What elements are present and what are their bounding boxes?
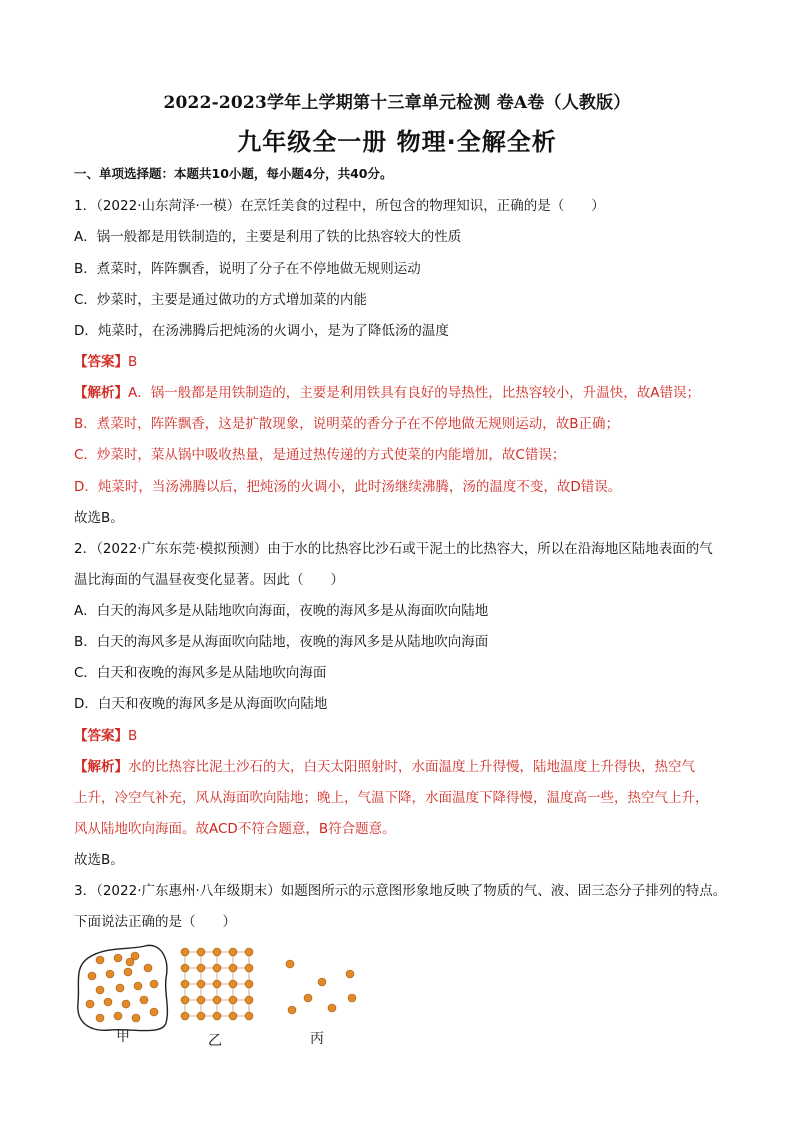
gas-molecule — [304, 994, 312, 1002]
solid-molecule — [181, 996, 189, 1004]
label-bing: 丙 — [310, 1031, 324, 1047]
gas-molecule — [286, 960, 294, 968]
solid-molecule — [181, 964, 189, 972]
solid-molecule — [197, 996, 205, 1004]
solid-molecule — [245, 1012, 253, 1020]
solid-molecule — [245, 948, 253, 956]
solid-molecule — [197, 964, 205, 972]
liquid-molecule — [114, 1012, 122, 1020]
q2-option-b: B．白天的海风多是从海面吹向陆地，夜晚的海风多是从陆地吹向海面 — [74, 634, 489, 650]
liquid-molecule — [96, 1014, 104, 1022]
solid-molecule — [197, 1012, 205, 1020]
solid-molecule — [197, 980, 205, 988]
solid-molecule — [213, 996, 221, 1004]
liquid-molecule — [150, 980, 158, 988]
solid-molecule — [245, 980, 253, 988]
molecule-diagram — [70, 938, 370, 1048]
answer-value: B — [128, 354, 138, 370]
liquid-molecule — [144, 964, 152, 972]
liquid-molecule — [96, 986, 104, 994]
solid-molecule — [245, 996, 253, 1004]
q2-stem-cont: 温比海面的气温昼夜变化显著。因此（ ） — [74, 572, 344, 588]
solid-lattice — [181, 948, 253, 1020]
liquid-molecule — [88, 972, 96, 980]
answer-tag: 【答案】 — [74, 354, 128, 370]
solid-molecule — [229, 1012, 237, 1020]
q1-option-b: B．煮菜时，阵阵飘香，说明了分子在不停地做无规则运动 — [74, 261, 421, 277]
q1-analysis-line: D．炖菜时，当汤沸腾以后，把炖汤的火调小，此时汤继续沸腾，汤的温度不变，故D错误。 — [74, 479, 622, 495]
liquid-molecule — [150, 1008, 158, 1016]
q1-analysis-line: B．煮菜时，阵阵飘香，这是扩散现象，说明菜的香分子在不停地做无规则运动，故B正确； — [74, 416, 620, 432]
solid-molecule — [213, 980, 221, 988]
solid-molecule — [245, 964, 253, 972]
q1-conclusion: 故选B。 — [74, 510, 124, 526]
exam-title: 2022-2023学年上学期第十三章单元检测 卷A卷（人教版） — [163, 93, 631, 113]
answer-tag: 【答案】 — [74, 728, 128, 744]
liquid-molecule — [122, 1000, 130, 1008]
q1-analysis-line: C．炒菜时，菜从锅中吸收热量，是通过热传递的方式使菜的内能增加，故C错误； — [74, 447, 566, 463]
q2-analysis-line — [74, 761, 695, 775]
liquid-molecule — [86, 1000, 94, 1008]
q1-analysis-line — [74, 387, 700, 401]
label-jia: 甲 — [116, 1029, 130, 1045]
analysis-tag: 【解析】 — [74, 385, 128, 401]
q1-option-a: A．锅一般都是用铁制造的，主要是利用了铁的比热容较大的性质 — [74, 229, 462, 245]
q2-answer — [74, 730, 137, 744]
gas-molecule — [288, 1006, 296, 1014]
solid-molecule — [229, 980, 237, 988]
analysis-text: 水的比热容比泥土沙石的大，白天太阳照射时，水面温度上升得慢，陆地温度上升得快，热空气 — [128, 759, 695, 775]
q1-option-c: C．炒菜时，主要是通过做功的方式增加菜的内能 — [74, 292, 367, 308]
gas-molecule — [346, 970, 354, 978]
solid-molecule — [213, 948, 221, 956]
q2-stem: 2．（2022·广东东莞·模拟预测）由于水的比热容比沙石或干泥土的比热容大，所以在沿海地区陆地表面的气 — [74, 541, 713, 557]
liquid-molecules — [86, 952, 158, 1022]
label-yi: 乙 — [208, 1033, 222, 1049]
q3-stem: 3．（2022·广东惠州·八年级期末）如题图所示的示意图形象地反映了物质的气、液、固三态分子排列的特点。 — [74, 883, 727, 899]
liquid-molecule — [116, 984, 124, 992]
q2-option-c: C．白天和夜晚的海风多是从陆地吹向海面 — [74, 665, 327, 681]
gas-molecule — [348, 994, 356, 1002]
liquid-molecule — [104, 998, 112, 1006]
q1-stem: 1．（2022·山东菏泽·一模）在烹饪美食的过程中，所包含的物理知识，正确的是（ ） — [74, 198, 605, 214]
gas-molecule — [318, 978, 326, 986]
solid-molecule — [213, 964, 221, 972]
liquid-molecule — [132, 1014, 140, 1022]
solid-molecule — [213, 1012, 221, 1020]
q2-analysis-line: 风从陆地吹向海面。故ACD不符合题意，B符合题意。 — [74, 821, 396, 837]
analysis-tag: 【解析】 — [74, 759, 128, 775]
liquid-molecule — [114, 954, 122, 962]
solid-molecule — [229, 948, 237, 956]
liquid-molecule — [134, 982, 142, 990]
q2-conclusion: 故选B。 — [74, 852, 124, 868]
q1-answer — [74, 356, 137, 370]
q2-option-a: A．白天的海风多是从陆地吹向海面，夜晚的海风多是从海面吹向陆地 — [74, 603, 489, 619]
exam-subtitle: 九年级全一册 物理·全解全析 — [237, 128, 557, 156]
answer-value: B — [128, 728, 138, 744]
analysis-text: A．锅一般都是用铁制造的，主要是利用铁具有良好的导热性，比热容较小，升温快，故A错误； — [128, 385, 700, 401]
q2-option-d: D．白天和夜晚的海风多是从海面吹向陆地 — [74, 696, 328, 712]
q2-analysis-line: 上升，冷空气补充，风从海面吹向陆地；晚上，气温下降，水面温度下降得慢，温度高一些，热空气上升， — [74, 790, 709, 806]
liquid-molecule — [124, 968, 132, 976]
solid-molecule — [181, 948, 189, 956]
liquid-molecule — [140, 996, 148, 1004]
section-heading: 一、单项选择题：本题共10小题，每小题4分，共40分。 — [74, 166, 393, 181]
liquid-molecule — [106, 970, 114, 978]
solid-molecule — [181, 1012, 189, 1020]
gas-molecule — [328, 1004, 336, 1012]
gas-molecules — [286, 960, 356, 1014]
solid-molecule — [181, 980, 189, 988]
solid-molecule — [229, 996, 237, 1004]
q3-stem-cont: 下面说法正确的是（ ） — [74, 914, 236, 930]
liquid-molecule — [126, 958, 134, 966]
q1-option-d: D．炖菜时，在汤沸腾后把炖汤的火调小，是为了降低汤的温度 — [74, 323, 449, 339]
solid-molecule — [197, 948, 205, 956]
solid-molecule — [229, 964, 237, 972]
liquid-molecule — [96, 956, 104, 964]
